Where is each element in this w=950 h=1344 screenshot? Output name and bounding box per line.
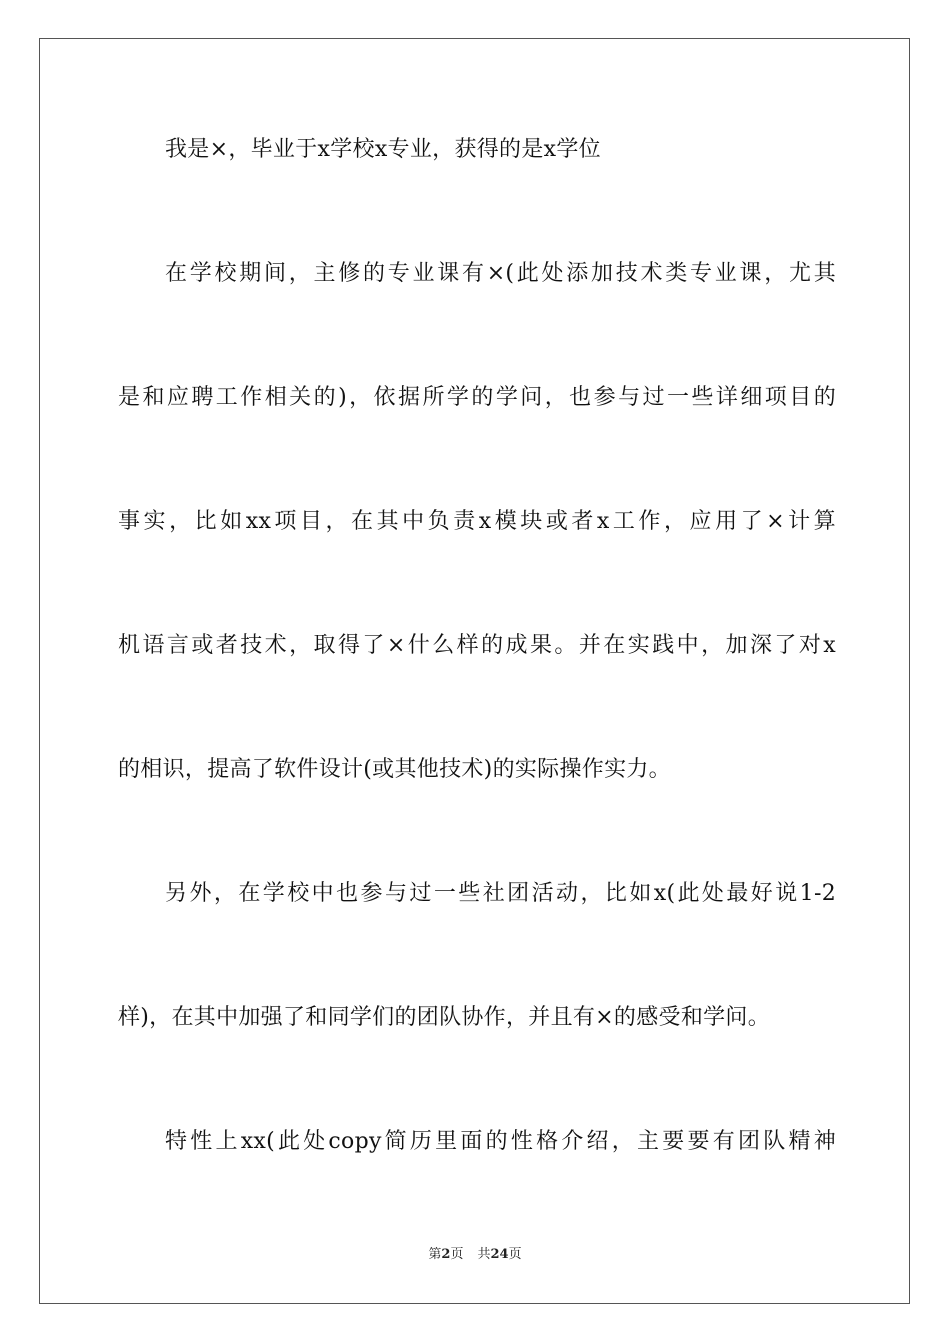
footer-page-suffix: 页 xyxy=(450,1247,464,1262)
paragraph-2-line-1: 在学校期间，主修的专业课有×(此处添加技术类专业课，尤其 xyxy=(165,261,836,286)
paragraph-2-line-2: 是和应聘工作相关的)，依据所学的学问，也参与过一些详细项目的 xyxy=(118,385,836,410)
page-frame xyxy=(39,38,910,1304)
paragraph-2-line-3: 事实，比如xx项目，在其中负责x模块或者x工作，应用了×计算 xyxy=(118,509,836,534)
footer-page-prefix: 第 xyxy=(428,1247,442,1262)
footer-total-prefix: 共 xyxy=(477,1247,491,1262)
paragraph-1-line-1: 我是×，毕业于x学校x专业，获得的是x学位 xyxy=(165,137,601,162)
paragraph-2-line-4: 机语言或者技术，取得了×什么样的成果。并在实践中，加深了对x xyxy=(118,633,836,658)
page-footer xyxy=(0,1246,950,1264)
paragraph-3-line-2: 样)，在其中加强了和同学们的团队协作，并且有×的感受和学问。 xyxy=(118,1005,771,1030)
footer-total-suffix: 页 xyxy=(508,1247,522,1262)
footer-total-pages: 24 xyxy=(490,1247,509,1262)
paragraph-4-line-1: 特性上xx(此处copy简历里面的性格介绍，主要要有团队精神 xyxy=(165,1129,836,1154)
paragraph-2-line-5: 的相识，提高了软件设计(或其他技术)的实际操作实力。 xyxy=(118,757,671,782)
footer-page-number: 2 xyxy=(441,1247,451,1262)
paragraph-3-line-1: 另外，在学校中也参与过一些社团活动，比如x(此处最好说1-2 xyxy=(165,881,836,906)
